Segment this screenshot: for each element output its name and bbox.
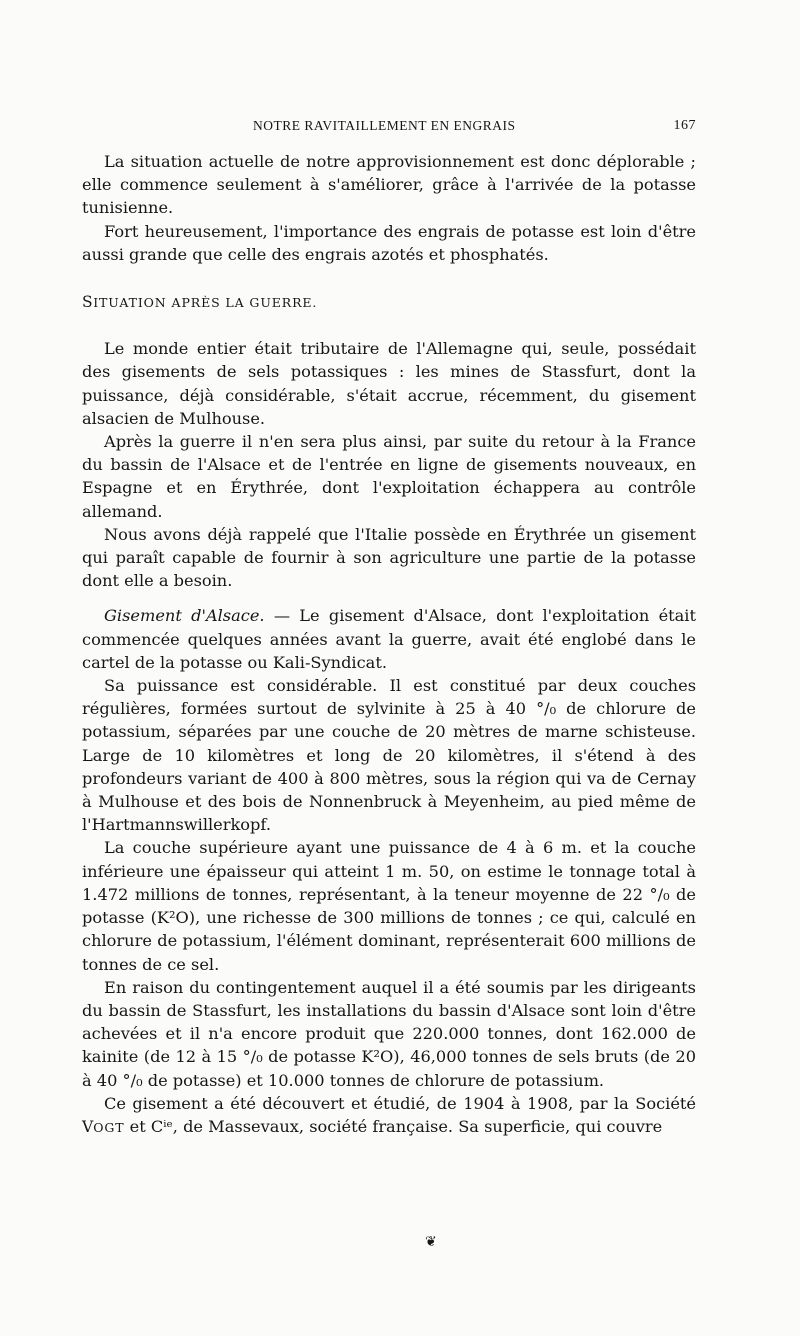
ornament-icon: ❦ — [425, 1234, 437, 1250]
vogt-initial: V — [82, 1117, 94, 1136]
paragraph-gap — [82, 592, 696, 604]
paragraph-decouverte — [82, 1092, 696, 1139]
subsection-title: Gisement d'Alsace. — [104, 606, 265, 626]
paragraph-gisement-alsace-text: — Le gisement d'Alsace, dont l'exploitation était commencée quelques années avant la guerre, avait été englobé dans le cartel de la potasse ou Kali-Syndicat. — [82, 606, 696, 672]
decouverte-start: Ce gisement a été découvert et étudié, de 1904 à 1908, par la Société — [104, 1093, 696, 1113]
paragraph-contingentement: En raison du contingentement auquel il a été soumis par les dirigeants du bassin de Stassfurt, les installations du bassin d'Alsace sont loin d'être achevées et il n'a encore produit que 220.000 tonnes, dont 162.000 de kainite (de 12 à 15 °/₀ de potasse K²O), 46,000 tonnes de sels bruts (de 20 à 40 °/₀ de potasse) et 10.000 tonnes de chlorure de potassium. — [82, 977, 696, 1090]
paragraph-italie: Nous avons déjà rappelé que l'Italie possède en Érythrée un gisement qui paraît capable de fournir à son agriculture une partie de la potasse dont elle a besoin. — [82, 524, 696, 591]
body-text — [82, 150, 696, 1139]
paragraph-situation: La situation actuelle de notre approvisionnement est donc déplorable ; elle commence seulement à s'améliorer, grâce à l'arrivée de la potasse tunisienne. — [82, 152, 696, 218]
paragraph-apres-guerre: Après la guerre il n'en sera plus ainsi, par suite du retour à la France du bassin de l'Alsace et de l'entrée en ligne de gisements nouveaux, en Espagne et en Érythrée, dont l'exploitation échappera au contrôle allemand. — [82, 432, 696, 521]
page-number: 167 — [673, 118, 696, 133]
paragraph-importance: Fort heureusement, l'importance des engrais de potasse est loin d'être aussi grande que celle des engrais azotés et phosphatés. — [82, 221, 696, 264]
paragraph-monde: Le monde entier était tributaire de l'Allemagne qui, seule, possédait des gisements de sels potassiques : les mines de Stassfurt, dont la puissance, déjà considérable, s'était accrue, récemment, du gisement alsacien de Mulhouse. — [82, 339, 696, 428]
section-title-initial: S — [82, 293, 94, 312]
vogt-rest: OGT — [93, 1119, 125, 1135]
paragraph-gisement-alsace — [82, 604, 696, 674]
decouverte-end: , de Massevaux, société française. Sa superficie, qui couvre — [172, 1116, 663, 1136]
paragraph-couche: La couche supérieure ayant une puissance de 4 à 6 m. et la couche inférieure une épaisseur qui atteint 1 m. 50, on estime le tonnage total à 1.472 millions de tonnes, représentant, à la teneur moyenne de 22 °/₀ de potasse (K²O), une richesse de 300 millions de tonnes ; ce qui, calculé en chlorure de potassium, l'élément dominant, représenterait 600 millions de tonnes de ce sel. — [82, 838, 696, 974]
running-title: NOTRE RAVITAILLEMENT EN ENGRAIS — [253, 118, 516, 133]
section-title-rest: ITUATION APRÈS LA GUERRE. — [93, 295, 318, 311]
paragraph-puissance: Sa puissance est considérable. Il est constitué par deux couches régulières, formées surtout de sylvinite à 25 à 40 °/₀ de chlorure de potassium, séparées par une couche de 20 mètres de marne schisteuse. Large de 10 kilomètres et long de 20 kilomètres, il s'étend à des profondeurs variant de 400 à 800 mètres, sous la région qui va de Cernay à Mulhouse et des bois de Nonnenbruck à Meyenheim, au pied même de l'Hartmannswillerkopf. — [82, 676, 696, 835]
company-suffix: et Cⁱᵉ — [124, 1116, 173, 1136]
section-title — [82, 291, 696, 314]
